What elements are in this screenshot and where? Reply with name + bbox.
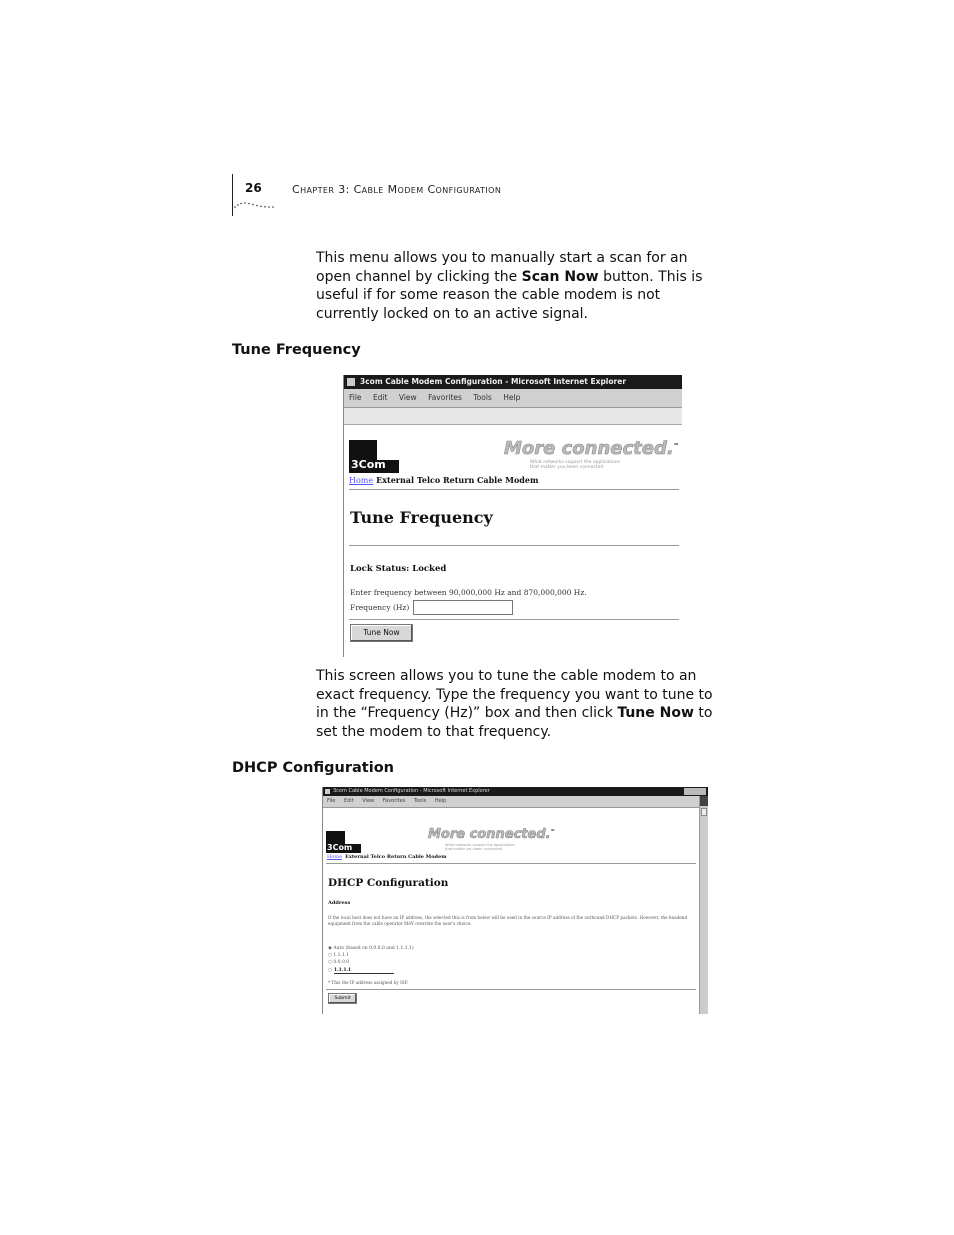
address-description: If the local host does not have an IP address, the selected this is from below will be used in the source IP address of the outbound DHCP packets. However, the headend equipment from the cable operator MAY override the user's choice. xyxy=(328,915,688,926)
menu-help[interactable]: Help xyxy=(434,798,447,804)
breadcrumb: Home External Telco Return Cable Modem xyxy=(327,854,447,860)
tune-now-term: Tune Now xyxy=(617,705,694,722)
menu-favorites[interactable]: Favorites xyxy=(428,393,462,402)
header-dots xyxy=(233,199,275,209)
chapter-title: Chapter 3: Cable Modem Configuration xyxy=(292,183,502,196)
custom-ip-input[interactable]: 1.1.1.1 xyxy=(334,968,394,974)
tune-frequency-heading: Tune Frequency xyxy=(232,342,361,358)
frequency-instructions: Enter frequency between 90,000,000 Hz and 870,000,000 Hz. xyxy=(350,588,587,597)
scan-now-term: Scan Now xyxy=(521,268,599,285)
header-rule xyxy=(232,174,233,216)
frequency-label: Frequency (Hz) xyxy=(350,603,410,612)
3com-logo: 3Com xyxy=(349,440,399,473)
submit-button[interactable]: Submit xyxy=(328,993,357,1004)
window-titlebar: 3com Cable Modem Configuration - Microsoft Internet Explorer xyxy=(344,375,682,389)
option-auto[interactable]: ◉ Auto (based on 0.0.0.0 and 1.1.1.1) xyxy=(328,946,414,951)
menu-bar xyxy=(323,796,708,808)
menu-tools[interactable]: Tools xyxy=(473,393,492,402)
scroll-thumb[interactable] xyxy=(701,808,707,816)
address-section-label: Address xyxy=(328,900,351,906)
home-link[interactable]: Home xyxy=(327,854,343,860)
tune-now-button[interactable]: Tune Now xyxy=(350,624,413,642)
page-title: Tune Frequency xyxy=(350,508,493,527)
divider xyxy=(349,545,679,546)
more-connected-tagline: More connected.™ xyxy=(504,438,679,459)
ie-throbber-icon xyxy=(700,796,708,806)
option-0000[interactable]: ○ 0.0.0.0 xyxy=(328,960,350,965)
option-1111[interactable]: ○ 1.1.1.1 xyxy=(328,953,350,958)
option-custom[interactable]: ○ 1.1.1.1 xyxy=(328,968,394,974)
menu-view[interactable]: View xyxy=(398,393,417,402)
toolbar-strip xyxy=(344,408,682,425)
ie-icon xyxy=(325,789,330,794)
frequency-input[interactable] xyxy=(413,600,513,615)
menu-file[interactable]: File xyxy=(327,798,336,804)
divider xyxy=(349,619,679,620)
3com-logo: 3Com xyxy=(326,831,361,853)
menu-view[interactable]: View xyxy=(362,798,375,804)
tagline-subtext: What networks support the applications that matter you been connected xyxy=(445,843,515,851)
ip-note: * This the IP address assigned by ISP. xyxy=(328,980,408,985)
home-link[interactable]: Home xyxy=(349,476,374,485)
dhcp-configuration-screenshot xyxy=(322,787,708,1014)
ie-icon xyxy=(347,378,355,386)
menu-help[interactable]: Help xyxy=(503,393,521,402)
breadcrumb: Home External Telco Return Cable Modem xyxy=(349,475,539,485)
tagline-subtext: What networks support the applications that matter you been connected xyxy=(530,460,620,470)
window-titlebar: 3com Cable Modem Configuration - Microsoft Internet Explorer xyxy=(323,787,708,796)
divider xyxy=(326,989,696,990)
window-controls[interactable] xyxy=(684,788,706,795)
more-connected-tagline: More connected.™ xyxy=(428,827,555,842)
dhcp-configuration-heading: DHCP Configuration xyxy=(232,760,394,776)
menu-edit[interactable]: Edit xyxy=(372,393,388,402)
menu-edit[interactable]: Edit xyxy=(343,798,354,804)
page-number: 26 xyxy=(245,181,262,195)
tune-paragraph: This screen allows you to tune the cable modem to an exact frequency. Type the frequency you want to tune to in the “Frequency (Hz)” box and then click Tune Now to set the modem to that frequency. xyxy=(316,668,713,740)
menu-bar xyxy=(344,389,682,408)
lock-status: Lock Status: Locked xyxy=(350,564,447,574)
vertical-scrollbar[interactable] xyxy=(699,796,708,1014)
menu-tools[interactable]: Tools xyxy=(413,798,427,804)
divider xyxy=(349,489,679,490)
tune-frequency-screenshot xyxy=(343,375,682,657)
menu-favorites[interactable]: Favorites xyxy=(382,798,406,804)
divider xyxy=(326,863,696,864)
page-title: DHCP Configuration xyxy=(328,877,449,889)
intro-paragraph: This menu allows you to manually start a scan for an open channel by clicking the Scan Now button. This is useful if for some reason the cable modem is not currently locked on to an active signal. xyxy=(316,250,703,322)
menu-file[interactable]: File xyxy=(349,393,362,402)
